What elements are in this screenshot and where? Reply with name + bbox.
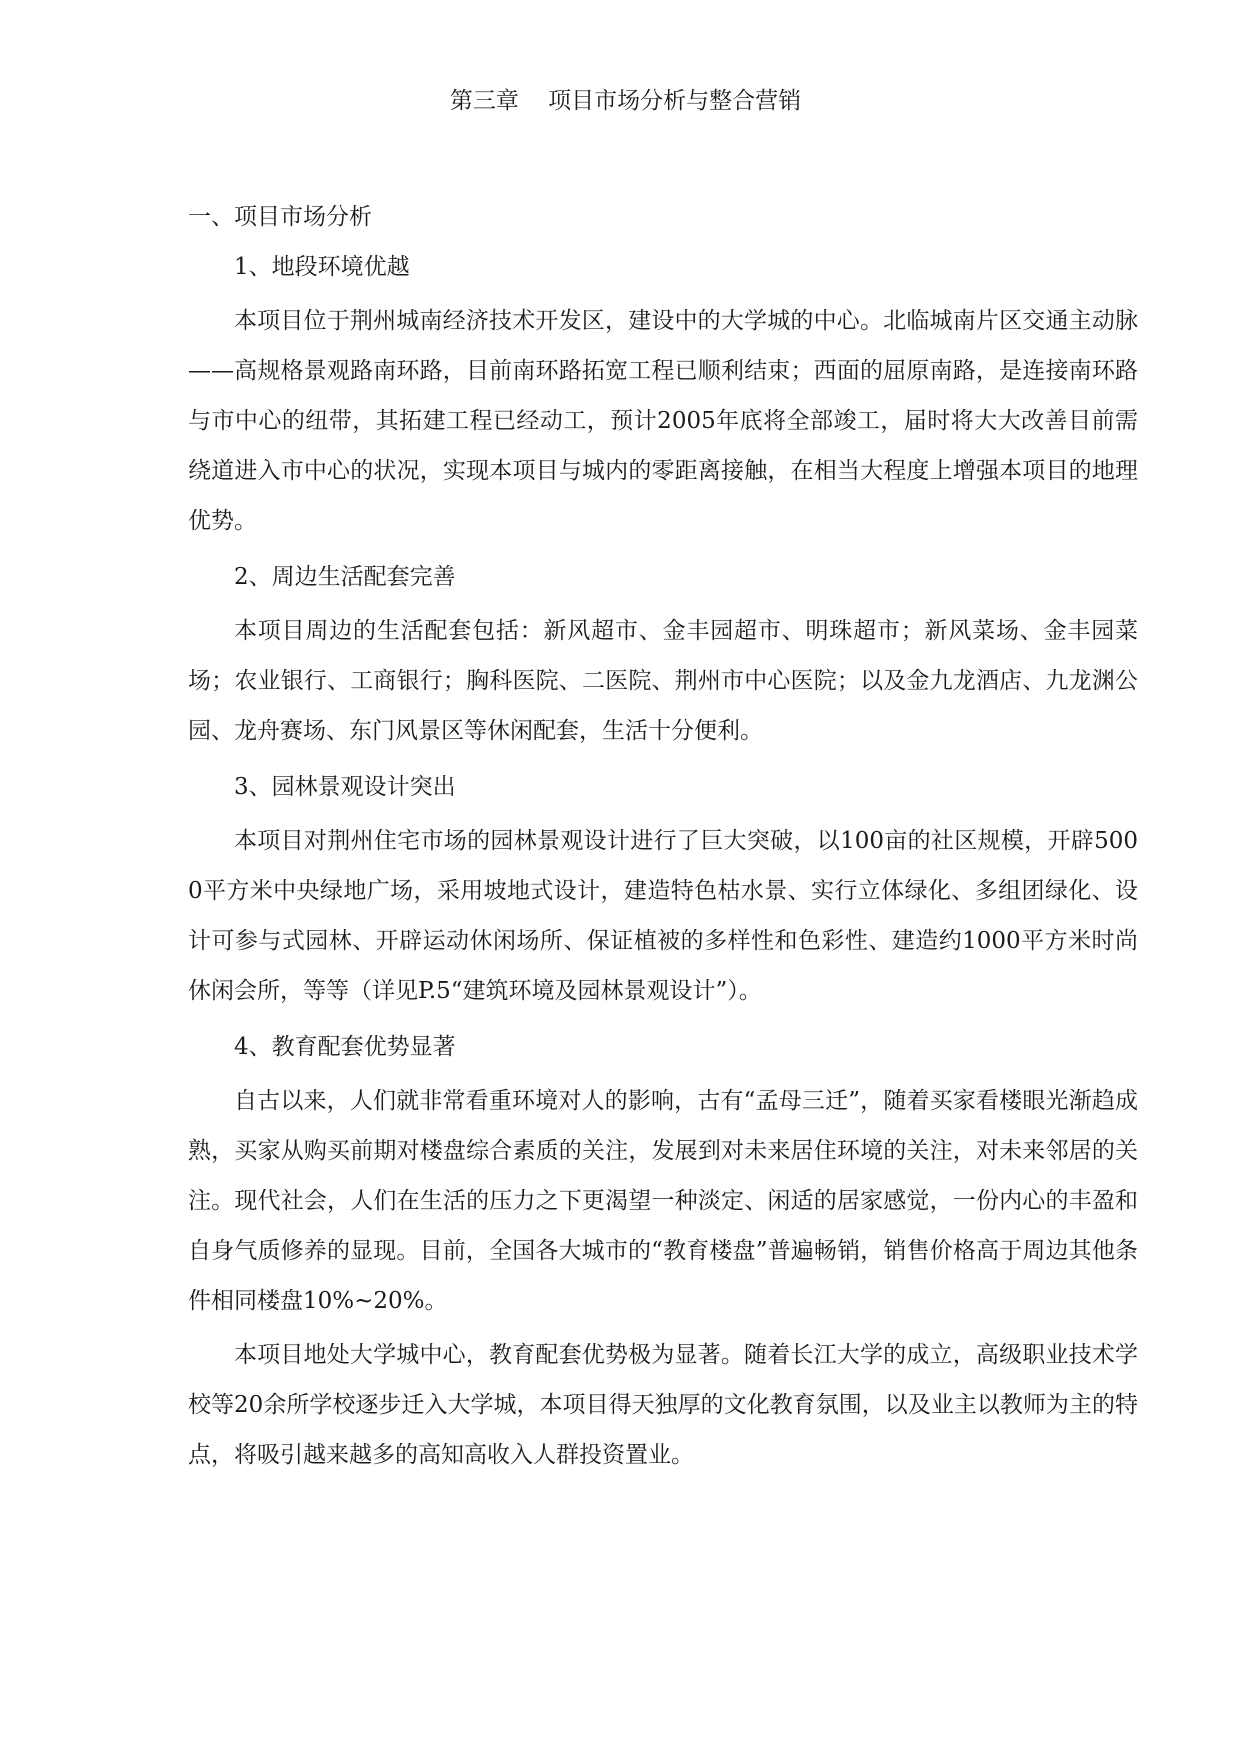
subsection-heading-amenities: 2、周边生活配套完善 (234, 564, 456, 590)
section-heading: 一、项目市场分析 (188, 204, 372, 230)
chapter-title: 第三章 项目市场分析与整合营销 (449, 88, 802, 114)
paragraph-location: 本项目位于荆州城南经济技术开发区，建设中的大学城的中心。北临城南片区交通主动脉——高规格景观路南环路，目前南环路拓宽工程已顺利结束；西面的屈原南路，是连接南环路与市中心的纽带，其拓建工程已经动工，预计2005年底将全部竣工，届时将大大改善目前需绕道进入市中心的状况，实现本项目与城内的零距离接触，在相当大程度上增强本项目的地理优势。 (188, 308, 1138, 534)
subsection-heading-location: 1、地段环境优越 (234, 254, 410, 280)
paragraph-education-project: 本项目地处大学城中心，教育配套优势极为显著。随着长江大学的成立，高级职业技术学校等20余所学校逐步迁入大学城，本项目得天独厚的文化教育氛围，以及业主以教师为主的特点，将吸引越来越多的高知高收入人群投资置业。 (188, 1342, 1138, 1468)
document-body (188, 192, 1138, 1484)
subsection-heading-landscape: 3、园林景观设计突出 (234, 774, 456, 800)
paragraph-education-background: 自古以来，人们就非常看重环境对人的影响，古有“孟母三迁”，随着买家看楼眼光渐趋成熟，买家从购买前期对楼盘综合素质的关注，发展到对未来居住环境的关注，对未来邻居的关注。现代社会，人们在生活的压力之下更渴望一种淡定、闲适的居家感觉，一份内心的丰盈和自身气质修养的显现。目前，全国各大城市的“教育楼盘”普遍畅销，销售价格高于周边其他条件相同楼盘10%~20%。 (188, 1088, 1138, 1314)
paragraph-amenities: 本项目周边的生活配套包括：新风超市、金丰园超市、明珠超市；新风菜场、金丰园菜场；农业银行、工商银行；胸科医院、二医院、荆州市中心医院；以及金九龙酒店、九龙渊公园、龙舟赛场、东门风景区等休闲配套，生活十分便利。 (188, 618, 1138, 744)
paragraph-landscape: 本项目对荆州住宅市场的园林景观设计进行了巨大突破，以100亩的社区规模，开辟5000平方米中央绿地广场，采用坡地式设计，建造特色枯水景、实行立体绿化、多组团绿化、设计可参与式园林、开辟运动休闲场所、保证植被的多样性和色彩性、建造约1000平方米时尚休闲会所，等等（详见P.5“建筑环境及园林景观设计”）。 (188, 828, 1138, 1004)
subsection-heading-education: 4、教育配套优势显著 (234, 1034, 456, 1060)
